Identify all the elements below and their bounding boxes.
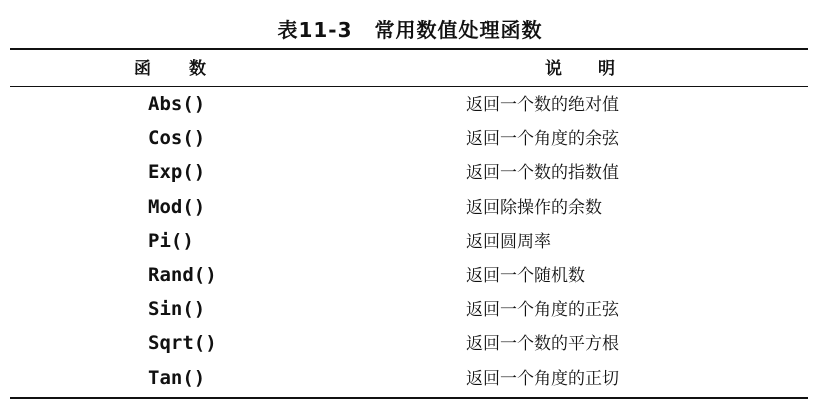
function-description: 返回一个角度的正切 [466,368,619,389]
function-description: 返回一个随机数 [466,265,585,286]
function-name: Exp() [148,161,206,184]
function-name: Tan() [148,366,206,389]
function-name: Sqrt() [148,332,217,355]
table-row [0,87,820,121]
table-row [0,292,820,326]
table-row [0,190,820,224]
table-caption [0,14,820,43]
function-name: Cos() [148,127,206,150]
function-name: Sin() [148,298,206,321]
table-row [0,121,820,155]
function-description: 返回一个角度的余弦 [466,129,619,150]
table-bottom-rule [10,397,808,399]
table-row [0,224,820,258]
function-description: 返回一个数的指数值 [466,163,619,184]
table-row [0,326,820,360]
column-header-description: 说明 [545,59,651,79]
function-description: 返回圆周率 [466,231,551,252]
function-name: Mod() [148,195,206,218]
table-number: 表11-3 [277,18,353,42]
table-row [0,258,820,292]
function-name: Rand() [148,263,217,286]
function-description: 返回一个数的平方根 [466,334,619,355]
function-description: 返回除操作的余数 [466,197,602,218]
table-top-rule [10,48,808,50]
column-header-function: 函数 [134,59,244,79]
function-name: Abs() [148,93,206,115]
table-row [0,361,820,395]
table-body [0,87,820,395]
table-row [0,155,820,189]
table-title: 常用数值处理函数 [374,18,543,42]
function-description: 返回一个角度的正弦 [466,300,619,321]
function-description: 返回一个数的绝对值 [466,95,619,115]
function-name: Pi() [148,229,194,252]
